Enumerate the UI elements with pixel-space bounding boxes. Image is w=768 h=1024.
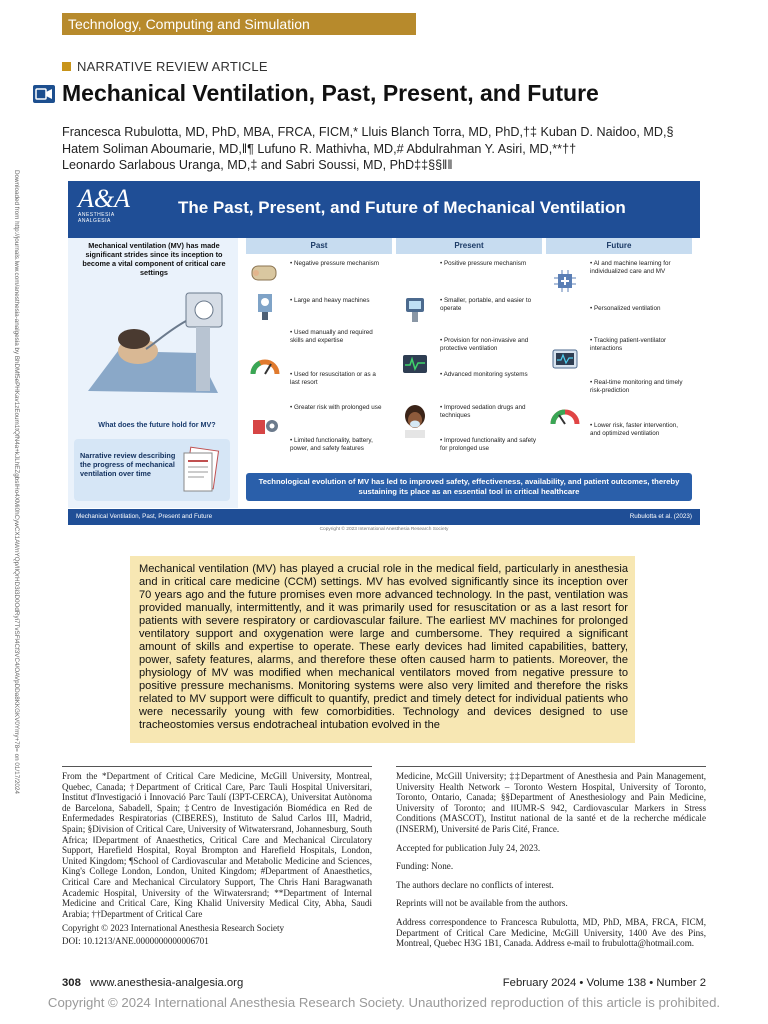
risk-gauge-icon: [550, 404, 580, 428]
article-type: [62, 59, 268, 74]
future-item: • Tracking patient-ventilator interactions: [590, 337, 667, 352]
present-item: • Advanced monitoring systems: [440, 371, 528, 378]
reprints: Reprints will not be available from the authors.: [396, 898, 568, 909]
present-item: • Provision for non-invasive and protective ventilation: [440, 337, 529, 352]
article-title: Mechanical Ventilation, Past, Present, and Future: [62, 80, 599, 106]
ga-narrative-text: Narrative review describing the progress of mechanical ventilation over time: [80, 451, 176, 478]
monitor-icon: [400, 352, 430, 380]
ga-title: The Past, Present, and Future of Mechanical Ventilation: [178, 198, 626, 217]
ga-footer-left: Mechanical Ventilation, Past, Present and Future: [76, 513, 213, 520]
author-line: Leonardo Sarlabous Uranga, MD,‡ and Sabri Soussi, MD, PhD‡‡§§‖‖: [62, 158, 453, 172]
ai-chip-icon: [550, 266, 580, 296]
abstract-box: [130, 556, 635, 743]
copyright-notice: Copyright © 2024 International Anesthesia Research Society. Unauthorized reproduction of this article is prohibited.: [47, 995, 721, 1010]
video-icon[interactable]: [33, 85, 55, 103]
ga-footer: [68, 509, 700, 525]
papers-icon: [180, 445, 224, 495]
accepted-date: Accepted for publication July 24, 2023.: [396, 842, 541, 853]
present-item: • Smaller, portable, and easier to operate: [440, 297, 532, 312]
square-bullet-icon: [62, 62, 71, 71]
conflicts: The authors declare no conflicts of interest.: [396, 879, 554, 890]
modern-ventilator-icon: [400, 294, 430, 324]
section-banner: Technology, Computing and Simulation: [62, 13, 416, 35]
footnotes-left: [62, 771, 372, 951]
smart-monitor-icon: [550, 346, 580, 374]
battery-gears-icon: [250, 414, 280, 438]
ga-copyright: Copyright © 2023 International Anesthesia Research Society: [319, 527, 449, 532]
correspondence: Address correspondence to Francesca Rubulotta, MD, PhD, MBA, FRCA, FICM, Department of Critical Care Medicine, McGill University, 1400 Ave des Pins, Montreal, Quebec H3G 1B1, Canada. Address e-mail to frubulotta@hotmail.com.: [396, 916, 706, 949]
future-item: • Real-time monitoring and timely risk-prediction: [590, 379, 683, 394]
graphical-abstract: [68, 181, 700, 537]
funding: Funding: None.: [396, 861, 454, 872]
affiliations-continued: Medicine, McGill University; ‡‡Department of Anesthesia and Pain Management, University Health Network – Toronto Western Hospital, University of Toronto, Toronto, Ontario, Canada; §§Department of Anesthesiology and Pain Medicine, University of Toronto; and ‖‖UMR-S 942, Cardiovascular Markers in Stress Conditions (MASCOT), Institut national de la santé et de la recherche médicale (INSERM), Université de Paris Cité, France.: [396, 771, 706, 834]
column-past: [246, 254, 392, 472]
ga-bottom-statement: Technological evolution of MV has led to improved safety, effectiveness, availability, and patient outcomes, thereby sustaining its place as an essential tool in critical healthcare: [246, 473, 692, 501]
iron-lung-icon: [250, 260, 280, 284]
patient-ventilator-illustration: [78, 281, 233, 411]
copyright-line: Copyright © 2023 International Anesthesia Research Society: [62, 923, 285, 934]
ga-future-question: What does the future hold for MV?: [98, 420, 216, 429]
affiliations: From the *Department of Critical Care Medicine, McGill University, Montreal, Quebec, Canada; †Department of Critical Care, Parc Tauli Hospital Universitari, Institut d'Investigació i Innovació Parc Taulí (I3PT-CERCA), Universitat Autònoma de Barcelona, Sabadell, Spain; ‡Centro de Investigación Biomédica en Red de Enfermedades Respiratorias (CIBERES), Instituto de Salud Carlos III, Madrid, Spain; §Division of Critical Care, University of Witwatersrand, Johannesburg, South Africa; ‖Department of Anaesthetics, Critical Care and Mechanical Circulatory Support, Harefield Hospital, Royal Brompton and Harefield Hospitals, London, United Kingdom; ¶School of Cardiovascular and Metabolic Medicine and Sciences, King's College London, London, United Kingdom; #Department of Anaesthetics, Critical Care and Mechanical Circulatory Support, The Chris Hani Baragwanath Academic Hospital, University of the Witwatersrand; **Department of Internal Medicine and Critical Care, King Khalid University Medical City, Abha, Saudi Arabia; ††Department of Critical Care: [62, 771, 372, 919]
present-item: • Positive pressure mechanism: [440, 260, 527, 267]
issue-info: February 2024 • Volume 138 • Number 2: [502, 977, 706, 989]
footnote-divider: [62, 766, 372, 767]
past-item: • Used manually and required skills and expertise: [290, 329, 373, 344]
page-footer: [62, 977, 243, 989]
present-item: • Improved sedation drugs and techniques: [440, 404, 526, 419]
footnote-divider: [396, 766, 706, 767]
past-item: • Negative pressure mechanism: [290, 260, 379, 267]
page-number: 308: [62, 977, 81, 989]
column-header-future: Future: [546, 238, 692, 254]
past-item: • Large and heavy machines: [290, 297, 370, 304]
author-line: Francesca Rubulotta, MD, PhD, MBA, FRCA, FICM,* Lluis Blanch Torra, MD, PhD,†‡ Kuban D. Naidoo, MD,§: [62, 125, 674, 139]
author-list: [62, 124, 712, 174]
present-item: • Improved functionality and safety for prolonged use: [440, 437, 537, 452]
column-future: [546, 254, 692, 472]
column-present: [396, 254, 542, 472]
column-header-present: Present: [396, 238, 542, 254]
gauge-icon: [250, 354, 280, 376]
future-item: • Lower risk, faster intervention, and optimized ventilation: [590, 422, 678, 437]
future-item: • Personalized ventilation: [590, 305, 661, 312]
past-item: • Greater risk with prolonged use: [290, 404, 382, 411]
past-item: • Limited functionality, battery, power, and safety features: [290, 437, 373, 452]
past-item: • Used for resuscitation or as a last resort: [290, 371, 376, 386]
download-watermark: [13, 170, 56, 794]
logo-text: ANESTHESIA ANALGESIA: [78, 212, 115, 224]
abstract-text: Mechanical ventilation (MV) has played a crucial role in the medical field, particularly in anesthesia and in critical care medicine (CCM) settings. MV has evolved significantly since its inception over 70 years ago and the future promises even more advanced technology. In the past, ventilation was provided manually, intermittently, and it was primarily used for resuscitation or as a last resort for patients with severe respiratory or cardiovascular failure. The earliest MV machines for prolonged ventilatory support and oxygenation were large and cumbersome. They required a significant amount of skills and expertise to operate. These early devices had limited capabilities, battery, power, safety features, alarms, and therefore these often caused harm to patients. Moreover, the physiology of MV was modified when mechanical ventilators moved from negative pressure to positive pressure mechanisms. Monitoring systems were also very limited and therefore the risks related to MV support were difficult to quantify, predict and timely detect for individual patients who were necessarily young with few comorbidities. Technology and devices designed to use tracheostomies versus endotracheal intubation evolved in the: [139, 563, 628, 731]
journal-website[interactable]: www.anesthesia-analgesia.org: [90, 977, 244, 989]
download-watermark-text: Downloaded from http://journals.lww.com/anesthesia-analgesia by BhDMf5ePHKav1zEoum1tQfN4a+kJLhEZgbsIHo4XMi0hCywCX1AWnYQp/IlQrHD3i3D0OdRyi7TvSFl4Cf3VC4/OAVpDDa8KKGKV0Ymy+78= on 01/17/2024: [13, 170, 20, 794]
doi: DOI: 10.1213/ANE.0000000000006701: [62, 935, 209, 946]
old-ventilator-icon: [250, 292, 280, 322]
patient-mask-icon: [400, 402, 430, 438]
journal-logo: [78, 186, 136, 234]
author-line: Hatem Soliman Aboumarie, MD,‖¶ Lufuno R. Mathivha, MD,# Abdulrahman Y. Asiri, MD,**††: [62, 141, 577, 156]
article-type-label: NARRATIVE REVIEW ARTICLE: [77, 59, 268, 74]
footnotes-right: [396, 771, 706, 953]
logo-mark: A&A: [78, 184, 130, 213]
future-item: • AI and machine learning for individualized care and MV: [590, 260, 671, 275]
column-header-past: Past: [246, 238, 392, 254]
ga-intro: Mechanical ventilation (MV) has made significant strides since its inception to become a vital component of critical care settings: [82, 241, 226, 277]
ga-footer-right: Rubulotta et al. (2023): [629, 513, 692, 520]
